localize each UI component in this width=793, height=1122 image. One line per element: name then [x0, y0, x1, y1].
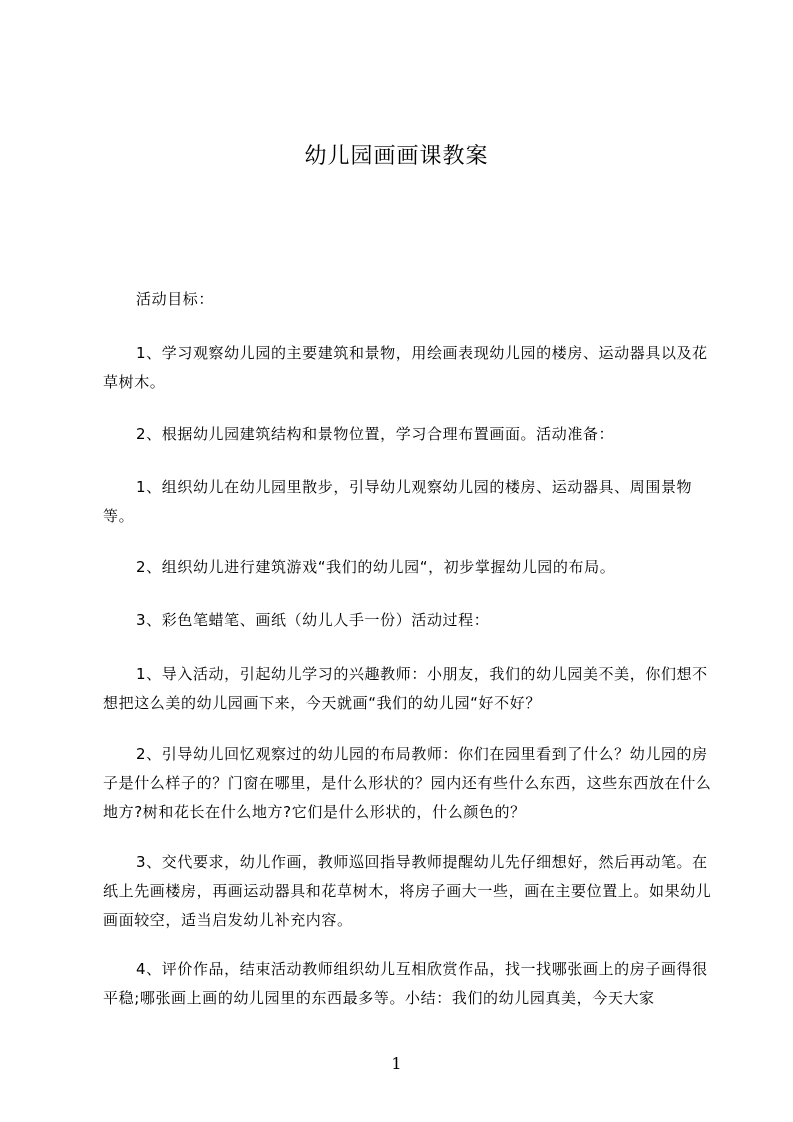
paragraph-prep-3: 3、彩色笔蜡笔、画纸（幼儿人手一份）活动过程：	[136, 611, 490, 629]
paragraph-process-4: 4、评价作品，结束活动教师组织幼儿互相欣赏作品，找一找哪张画上的房子画得很平稳;哪张画上画的幼儿园里的东西最多等。小结：我们的幼儿园真美，今天大家	[103, 960, 708, 1007]
document-title: 幼儿园画画课教案	[304, 144, 489, 169]
paragraph-prep-2: 2、组织幼儿进行建筑游戏“我们的幼儿园“，初步掌握幼儿园的布局。	[136, 558, 616, 576]
paragraph-activity-goals-heading: 活动目标：	[136, 290, 215, 308]
paragraph-prep-1: 1、组织幼儿在幼儿园里散步，引导幼儿观察幼儿园的楼房、运动器具、周围景物等。	[103, 478, 693, 525]
paragraph-goal-1: 1、学习观察幼儿园的主要建筑和景物，用绘画表现幼儿园的楼房、运动器具以及花草树木。	[103, 344, 708, 391]
paragraph-goal-2: 2、根据幼儿园建筑结构和景物位置，学习合理布置画面。活动准备：	[136, 425, 615, 443]
paragraph-process-1: 1、导入活动，引起幼儿学习的兴趣教师：小朋友，我们的幼儿园美不美，你们想不想把这么美的幼儿园画下来，今天就画“我们的幼儿园“好不好？	[103, 665, 708, 712]
paragraph-process-2: 2、引导幼儿回忆观察过的幼儿园的布局教师：你们在园里看到了什么？幼儿园的房子是什么样子的？门窗在哪里，是什么形状的？园内还有些什么东西，这些东西放在什么地方?树和花长在什么地方?它们是什么形状的，什么颜色的？	[103, 745, 712, 821]
page-number: 1	[391, 1054, 402, 1073]
paragraph-process-3: 3、交代要求，幼儿作画，教师巡回指导教师提醒幼儿先仔细想好，然后再动笔。在纸上先画楼房，再画运动器具和花草树木，将房子画大一些，画在主要位置上。如果幼儿画面较空，适当启发幼儿补充内容。	[103, 853, 712, 929]
